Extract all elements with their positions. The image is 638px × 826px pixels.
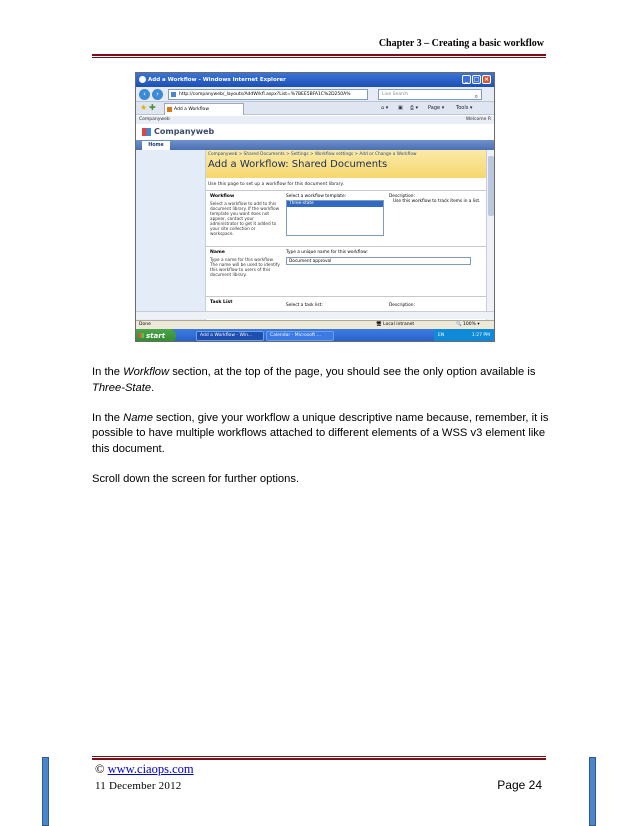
page-content — [206, 150, 486, 320]
close-icon[interactable]: × — [483, 76, 490, 83]
footer-rule-thick — [92, 758, 546, 760]
zoom-level[interactable]: 🔍 100% ▾ — [456, 322, 480, 327]
tab-page-icon — [167, 107, 172, 112]
tab-label: Add a Workflow — [174, 107, 209, 112]
taskbar-calendar-window[interactable]: Calendar - Microsoft ... — [266, 331, 334, 341]
page-icon — [171, 92, 176, 97]
right-side-bar — [589, 757, 596, 826]
page-menu-label: Page — [428, 105, 441, 111]
add-favorite-icon[interactable]: ✚ — [149, 103, 156, 112]
print-icon[interactable]: ⎙ ▾ — [410, 105, 419, 111]
status-bar — [136, 320, 494, 329]
header-rule — [92, 54, 546, 56]
paragraph-scroll: Scroll down the screen for further options. — [92, 473, 300, 486]
horizontal-scrollbar[interactable] — [136, 311, 494, 319]
paragraph-name — [92, 411, 552, 458]
tab-add-workflow[interactable] — [164, 103, 244, 115]
site-name[interactable]: Companyweb — [154, 127, 215, 136]
zoom-value: 100% — [463, 322, 476, 327]
template-option-three-state[interactable]: Three-state — [287, 201, 383, 207]
chapter-title: Chapter 3 – Creating a basic workflow — [378, 38, 544, 49]
start-label: start — [146, 332, 166, 340]
site-top-bar — [136, 116, 494, 124]
left-side-bar — [42, 757, 49, 826]
p2-text-a: In the — [92, 411, 124, 424]
footer-website — [95, 762, 194, 777]
name-section-label: Name — [210, 250, 225, 255]
start-button[interactable] — [136, 329, 176, 342]
back-icon[interactable]: ‹ — [139, 89, 150, 100]
header-rule-thin — [92, 57, 546, 58]
feeds-icon[interactable]: ▣ — [398, 105, 403, 111]
welcome-menu[interactable]: Welcome R — [465, 117, 491, 122]
page-number: Page 24 — [497, 778, 542, 792]
p2-text-b: section, give your workflow a unique descriptive name because, remember, it is possible to have multiple workflows attached to different elements of a WSS v3 element like this document. — [92, 411, 549, 455]
p1-text-a: In the — [92, 366, 124, 378]
task-desc-label: Description: — [389, 303, 415, 308]
p1-text-c: . — [151, 381, 155, 394]
zone-label: Local intranet — [383, 322, 415, 327]
minimize-icon[interactable]: _ — [462, 75, 471, 84]
footer-date: 11 December 2012 — [95, 780, 182, 792]
p1-emphasis-workflow: Workflow — [123, 366, 170, 378]
workflow-desc-label: Description: — [389, 194, 415, 199]
breadcrumb[interactable]: Companyweb > Shared Documents > Settings > Workflow settings > Add or Change a Workflow — [208, 152, 417, 157]
name-section-description: Type a name for this workflow. The name will be used to identify this workflow to users of this document library. — [210, 257, 280, 277]
website-link[interactable]: www.ciaops.com — [107, 762, 194, 776]
workflow-description-block — [389, 194, 484, 204]
body-text — [92, 365, 552, 502]
name-section — [206, 246, 486, 296]
p2-emphasis-name: Name — [123, 411, 153, 424]
intro-text: Use this page to set up a workflow for this document library. — [208, 182, 344, 187]
search-input[interactable] — [378, 89, 482, 100]
task-list-label: Select a task list: — [286, 303, 323, 308]
workflow-section — [206, 190, 486, 246]
security-zone: 🖥 Local intranet — [376, 322, 415, 327]
tools-menu[interactable]: Tools ▾ — [456, 105, 473, 111]
address-bar-row — [136, 87, 494, 102]
left-navigation — [136, 150, 206, 320]
workflow-template-list[interactable] — [286, 200, 384, 236]
tools-menu-label: Tools — [456, 105, 469, 111]
site-nav — [136, 140, 494, 150]
template-label: Select a workflow template: — [286, 194, 347, 199]
search-placeholder: Live Search — [382, 92, 409, 97]
site-top-label: Companyweb — [139, 117, 170, 122]
windows-flag-icon — [139, 333, 144, 338]
task-section-label: Task List — [210, 300, 233, 305]
window-title: Add a Workflow - Windows Internet Explorer — [148, 77, 286, 83]
copyright-symbol: © — [95, 762, 105, 776]
footer-rule — [92, 756, 546, 757]
scrollbar-thumb[interactable] — [488, 156, 494, 216]
forward-icon[interactable]: › — [152, 89, 163, 100]
favorites-star-icon[interactable]: ★ — [140, 103, 148, 112]
system-tray — [434, 329, 494, 342]
page-title: Add a Workflow: Shared Documents — [208, 159, 388, 170]
address-url: http://companyweb/_layouts/AddWrkfl.aspx?List=%7BEE5BFA1C%2D250A% — [179, 92, 351, 97]
vertical-scrollbar[interactable] — [486, 150, 494, 320]
language-indicator[interactable]: EN — [438, 333, 445, 338]
windows-taskbar — [136, 329, 494, 342]
workflow-desc-text: Use this workflow to track items in a list. — [393, 199, 481, 204]
tray-clock: 1:27 PM — [471, 333, 490, 338]
site-header — [136, 124, 494, 140]
tab-row — [136, 102, 494, 115]
workflow-section-label: Workflow — [210, 194, 235, 199]
taskbar-ie-window[interactable]: Add a Workflow - Win... — [196, 331, 264, 341]
status-text: Done — [139, 322, 151, 327]
workflow-section-description: Select a workflow to add to this document library. If the workflow template you want does not appear, contact your administrator to get it added to your site collection or workspace. — [210, 201, 279, 236]
name-field-label: Type a unique name for this workflow: — [286, 250, 368, 255]
ie-logo-icon — [139, 76, 146, 83]
home-icon[interactable]: ⌂ ▾ — [381, 105, 389, 111]
tab-home[interactable]: Home — [142, 141, 170, 150]
workflow-name-input[interactable]: Document approval — [286, 257, 471, 265]
window-controls — [462, 75, 491, 84]
page-banner — [206, 150, 486, 178]
address-input[interactable] — [168, 89, 368, 100]
embedded-screenshot — [135, 72, 495, 342]
page-menu[interactable]: Page ▾ — [428, 105, 445, 111]
maximize-icon[interactable]: □ — [473, 76, 480, 83]
sharepoint-logo-icon — [142, 128, 151, 136]
page-header — [92, 38, 546, 58]
p1-text-b: section, at the top of the page, you should see the only option available is — [169, 366, 536, 378]
browser-title-bar — [136, 73, 494, 87]
p1-emphasis-three-state: Three-State — [92, 381, 152, 394]
search-icon[interactable]: ⌕ — [474, 93, 478, 100]
paragraph-workflow — [92, 365, 552, 396]
